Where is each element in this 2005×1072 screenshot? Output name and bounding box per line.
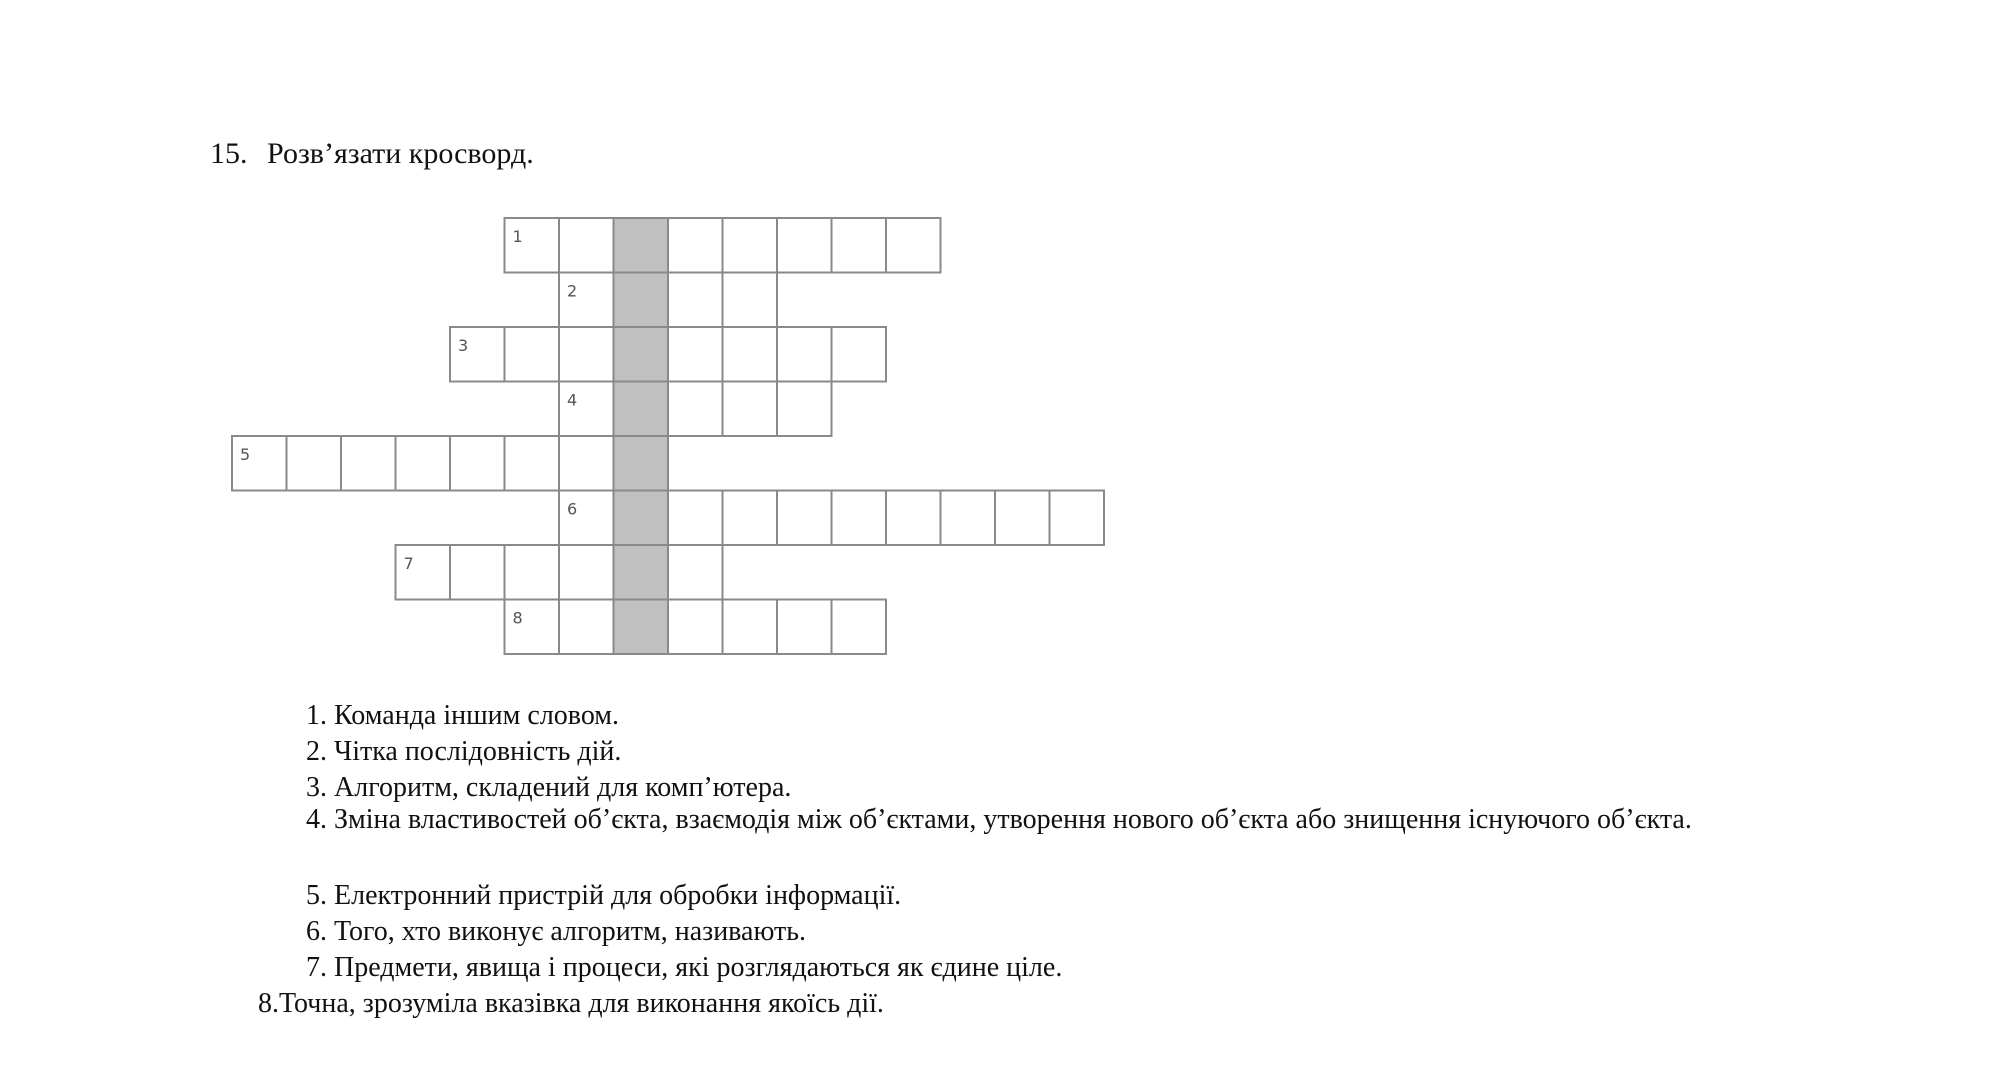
crossword-cell-keyword (614, 436, 669, 491)
clue-1: 1. Команда іншим словом. (306, 700, 620, 731)
crossword-row-number: 2 (567, 281, 578, 301)
crossword-cell (777, 491, 832, 546)
crossword-row-number: 4 (567, 390, 578, 410)
crossword-cell-keyword (614, 273, 669, 328)
clue-2: 2. Чітка послідовність дій. (306, 736, 622, 767)
crossword-cell (777, 382, 832, 437)
crossword-cell-keyword (614, 491, 669, 546)
crossword-row-number: 7 (403, 554, 414, 573)
crossword-cell (832, 600, 887, 655)
crossword-cell (941, 491, 996, 546)
clue-6: 6. Того, хто виконує алгоритм, називають. (306, 916, 807, 947)
crossword-row-number: 8 (512, 608, 523, 628)
task-title: Розв’язати кросворд. (267, 137, 534, 170)
crossword-cell (1050, 491, 1105, 546)
crossword-cell (450, 436, 505, 491)
clue-5: 5. Електронний пристрій для обробки інформації. (306, 880, 902, 911)
crossword-cell (777, 218, 832, 273)
crossword-cell (886, 218, 941, 273)
crossword-cell (559, 600, 614, 655)
clue-7: 7. Предмети, явища і процеси, які розглядаються як єдине ціле. (306, 952, 1063, 983)
crossword-cell (723, 273, 778, 328)
crossword-cell-keyword (614, 382, 669, 437)
crossword-cell (723, 382, 778, 437)
crossword-cell (505, 545, 560, 600)
crossword-cell-keyword (614, 545, 669, 600)
crossword-cell (450, 545, 505, 600)
crossword-cell (668, 273, 723, 328)
crossword-cell-keyword (614, 218, 669, 273)
crossword-cell (723, 327, 778, 382)
task-number: 15. (210, 137, 248, 170)
crossword-cell (287, 436, 342, 491)
crossword-cell-keyword (614, 327, 669, 382)
crossword-cell (832, 327, 887, 382)
crossword-cell (777, 327, 832, 382)
crossword-cell (396, 436, 451, 491)
crossword-cell (559, 218, 614, 273)
crossword-cell (668, 491, 723, 546)
crossword-cell (668, 600, 723, 655)
crossword-cell (341, 436, 396, 491)
crossword-cell (668, 327, 723, 382)
clue-3: 3. Алгоритм, складений для комп’ютера. (306, 772, 792, 803)
crossword-cell (668, 382, 723, 437)
crossword-cell (886, 491, 941, 546)
crossword-cell (832, 491, 887, 546)
crossword-cell (505, 327, 560, 382)
clue-4: 4. Зміна властивостей об’єкта, взаємодія між об’єктами, утворення нового об’єкта або знищення існуючого об’єкта. (306, 804, 1692, 835)
crossword-cell (995, 491, 1050, 546)
crossword-row-number: 6 (567, 499, 578, 519)
crossword-cell (559, 436, 614, 491)
crossword-cell (668, 218, 723, 273)
crossword-row-number: 3 (458, 336, 469, 355)
crossword-cell (777, 600, 832, 655)
crossword-row-number: 5 (240, 445, 251, 464)
crossword-cell (559, 545, 614, 600)
crossword-row-number: 1 (512, 227, 523, 246)
crossword-cell (723, 491, 778, 546)
crossword-cell (668, 545, 723, 600)
crossword-cell-keyword (614, 600, 669, 655)
crossword-cell (832, 218, 887, 273)
crossword-cell (723, 600, 778, 655)
clue-8: 8.Точна, зрозуміла вказівка для виконання якоїсь дії. (258, 988, 884, 1019)
crossword-cell (559, 327, 614, 382)
crossword-cell (505, 436, 560, 491)
crossword-cell (723, 218, 778, 273)
